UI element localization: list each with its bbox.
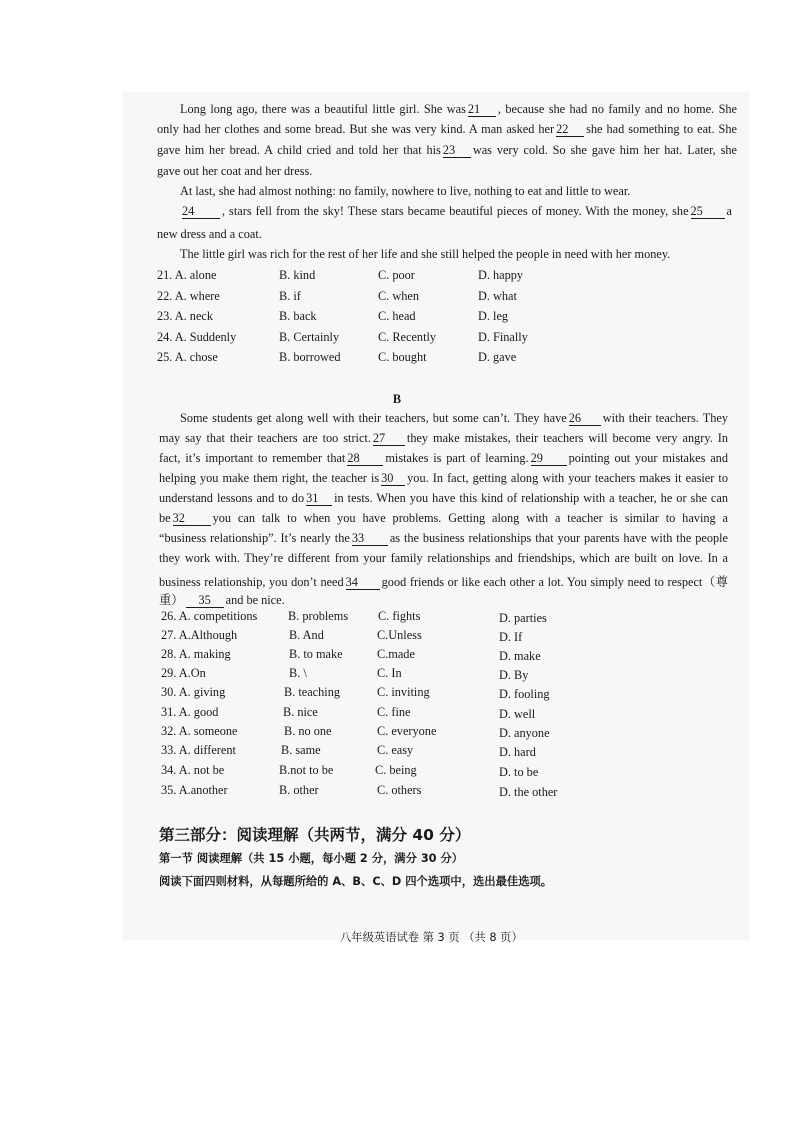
question-option-b: B. kind	[279, 268, 316, 282]
passage-text: , because she had no family and no home. She	[497, 102, 738, 116]
question-option-a: 21. A. alone	[157, 268, 217, 282]
passage-text: gave him her bread. A child cried and told her that his	[157, 143, 441, 157]
question-option-b: B. Certainly	[279, 330, 340, 344]
question-option-a: 29. A.On	[161, 666, 206, 680]
passage-text: was very cold. So she gave him her hat. Later, she	[472, 143, 737, 157]
passage-text: good friends or like each other a lot. You simply need to respect（尊	[381, 575, 728, 589]
passage-text: gave out her coat and her dress.	[157, 164, 313, 178]
question-option-c: C. bought	[378, 350, 427, 364]
passage-text: only had her clothes and some bread. But she was very kind. A man asked her	[157, 122, 555, 136]
question-option-a: 27. A.Although	[161, 628, 238, 642]
passage-text: may say that their teachers are too strict.	[159, 431, 371, 445]
blank-35: 35	[186, 594, 224, 608]
question-option-a: 24. A. Suddenly	[157, 330, 237, 344]
passage-text: Long long ago, there was a beautiful little girl. She was	[180, 102, 466, 116]
passage-b-line	[159, 531, 728, 546]
question-option-d: D. anyone	[499, 726, 550, 740]
passage-a-line	[180, 247, 670, 262]
passage-text: they make mistakes, their teachers will become very angry. In	[406, 431, 728, 445]
question-option-a: 33. A. different	[161, 743, 236, 757]
part3-title: 第三部分：阅读理解（共两节，满分 40 分）	[159, 826, 471, 844]
question-option-a: 35. A.another	[161, 783, 228, 797]
question-option-a: 28. A. making	[161, 647, 231, 661]
passage-text: fact, it’s important to remember that	[159, 451, 346, 465]
passage-a-line	[157, 143, 737, 158]
reading-instruction: 阅读下面四则材料，从每题所给的 A、B、C、D 四个选项中，选出最佳选项。	[159, 875, 553, 888]
blank-30: 30	[381, 472, 405, 486]
passage-text: you. In fact, getting along with your teachers makes it easier to	[407, 471, 728, 485]
passage-b-line	[159, 491, 728, 506]
passage-a-line	[180, 102, 737, 117]
passage-text: you can talk to when you have problems. Getting along with a teacher is similar to having a	[212, 511, 728, 525]
question-option-d: D. If	[499, 630, 523, 644]
question-option-d: D. gave	[478, 350, 517, 364]
passage-text: mistakes is part of learning.	[385, 451, 529, 465]
passage-text: Some students get along well with their teachers, but some can’t. They have	[180, 411, 567, 425]
question-option-c: C. poor	[378, 268, 415, 282]
passage-text: in tests. When you have this kind of relationship with a teacher, he or she can	[334, 491, 728, 505]
blank-21: 21	[468, 103, 496, 117]
question-option-b: B. same	[281, 743, 321, 757]
question-option-c: C. when	[378, 289, 419, 303]
section-b-label: B	[392, 392, 402, 406]
passage-text: “business relationship”. It’s nearly the	[159, 531, 350, 545]
question-option-a: 30. A. giving	[161, 685, 226, 699]
question-option-c: C. fights	[378, 609, 421, 623]
blank-23: 23	[443, 144, 471, 158]
passage-text: At last, she had almost nothing: no family, nowhere to live, nothing to eat and little to wear.	[180, 184, 631, 198]
question-option-b: B. other	[279, 783, 319, 797]
question-option-d: D. what	[478, 289, 517, 303]
passage-text: and be nice.	[225, 593, 285, 607]
question-option-c: C. everyone	[377, 724, 437, 738]
passage-a-line	[180, 204, 732, 219]
question-option-b: B. nice	[283, 705, 318, 719]
question-option-c: C. fine	[377, 705, 411, 719]
blank-27: 27	[373, 432, 405, 446]
question-option-b: B. problems	[288, 609, 349, 623]
blank-22: 22	[556, 123, 584, 137]
question-option-d: D. make	[499, 649, 541, 663]
passage-b-line	[159, 551, 728, 566]
passage-text: pointing out your mistakes and	[568, 451, 728, 465]
passage-b-line	[159, 511, 728, 526]
passage-text: The little girl was rich for the rest of her life and she still helped the people in need with her money.	[180, 247, 671, 261]
question-option-a: 32. A. someone	[161, 724, 238, 738]
blank-26: 26	[569, 412, 601, 426]
question-option-b: B. borrowed	[279, 350, 341, 364]
question-option-d: D. the other	[499, 785, 558, 799]
blank-28: 28	[347, 452, 383, 466]
passage-a-line	[180, 184, 630, 199]
question-option-b: B. to make	[289, 647, 343, 661]
question-option-d: D. hard	[499, 745, 536, 759]
question-option-d: D. leg	[478, 309, 509, 323]
question-option-a: 25. A. chose	[157, 350, 218, 364]
passage-text: helping you make them right, the teacher is	[159, 471, 380, 485]
passage-b-line	[159, 572, 728, 590]
question-option-d: D. By	[499, 668, 529, 682]
passage-a-line	[157, 164, 312, 179]
question-option-a: 22. A. where	[157, 289, 220, 303]
passage-text: 重）	[159, 593, 184, 607]
question-option-c: C. Recently	[378, 330, 437, 344]
blank-34: 34	[346, 576, 380, 590]
passage-b-line	[159, 471, 728, 486]
blank-31: 31	[306, 492, 332, 506]
passage-b-line	[159, 590, 285, 608]
passage-text: understand lessons and to do	[159, 491, 305, 505]
passage-b-line	[180, 411, 728, 426]
question-option-c: C.made	[377, 647, 415, 661]
blank-29: 29	[531, 452, 567, 466]
question-option-a: 34. A. not be	[161, 763, 225, 777]
passage-text: business relationship, you don’t need	[159, 575, 344, 589]
question-option-a: 31. A. good	[161, 705, 219, 719]
question-option-c: C. inviting	[377, 685, 430, 699]
passage-b-line	[159, 451, 728, 466]
question-option-d: D. Finally	[478, 330, 528, 344]
passage-text: be	[159, 511, 171, 525]
question-option-c: C. being	[375, 763, 417, 777]
page-footer: 八年级英语试卷 第 3 页 （共 8 页）	[340, 931, 523, 944]
question-option-c: C. easy	[377, 743, 414, 757]
question-option-b: B. back	[279, 309, 317, 323]
question-option-a: 23. A. neck	[157, 309, 214, 323]
passage-text: they work with. They’re different from your family relationships and friendships, which are built on love. In a	[159, 551, 728, 565]
question-option-c: C. others	[377, 783, 422, 797]
question-option-b: B. And	[289, 628, 324, 642]
question-option-b: B.not to be	[279, 763, 334, 777]
passage-a-line	[157, 227, 262, 242]
blank-32: 32	[173, 512, 211, 526]
blank-33: 33	[352, 532, 388, 546]
question-option-b: B. if	[279, 289, 301, 303]
question-option-d: D. well	[499, 707, 536, 721]
question-option-d: D. to be	[499, 765, 539, 779]
blank-25: 25	[691, 205, 725, 219]
passage-text: with their teachers. They	[602, 411, 728, 425]
section1-title: 第一节 阅读理解（共 15 小题，每小题 2 分，满分 30 分）	[159, 852, 464, 865]
question-option-b: B. no one	[284, 724, 332, 738]
passage-text: a	[726, 204, 732, 218]
passage-a-line	[157, 122, 737, 137]
question-option-b: B. \	[289, 666, 307, 680]
passage-text: she had something to eat. She	[586, 122, 737, 136]
question-option-c: C. head	[378, 309, 416, 323]
passage-text: new dress and a coat.	[157, 227, 262, 241]
blank-24: 24	[182, 205, 220, 219]
question-option-d: D. happy	[478, 268, 524, 282]
passage-text: as the business relationships that your parents have with the people	[389, 531, 729, 545]
question-option-d: D. fooling	[499, 687, 550, 701]
question-option-c: C.Unless	[377, 628, 422, 642]
question-option-c: C. In	[377, 666, 402, 680]
passage-b-line	[159, 431, 728, 446]
question-option-b: B. teaching	[284, 685, 341, 699]
question-option-a: 26. A. competitions	[161, 609, 258, 623]
question-option-d: D. parties	[499, 611, 547, 625]
passage-text: , stars fell from the sky! These stars became beautiful pieces of money. With the money, she	[222, 204, 689, 218]
